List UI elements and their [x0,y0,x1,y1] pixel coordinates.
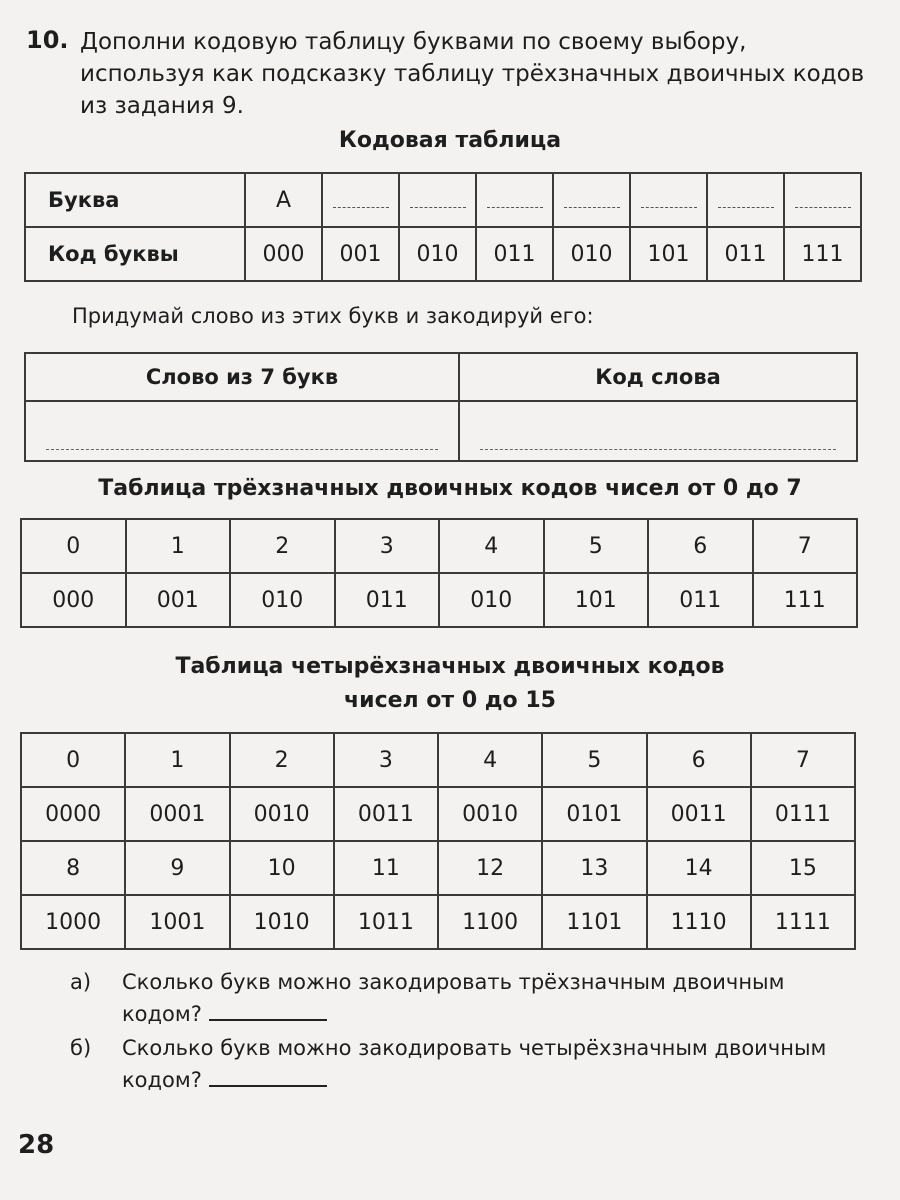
number-cell: 12 [438,841,542,895]
letter-blank-cell[interactable] [553,173,630,227]
code-cell: 001 [322,227,399,281]
number-row [21,519,857,573]
question-b-label: б) [70,1036,92,1060]
task-text: Дополни кодовую таблицу буквами по своему выбору, используя как подсказку таблицу трёхзначных двоичных кодов из задания 9. [80,29,865,119]
code-cell: 0010 [230,787,334,841]
blank-line [333,205,389,208]
three-bit-table [20,518,858,628]
code-column-header: Код слова [459,353,857,401]
blank-line [718,205,774,208]
letter-blank-cell[interactable] [784,173,861,227]
number-cell: 3 [334,733,438,787]
code-cell: 111 [753,573,858,627]
code-cell: 101 [544,573,649,627]
number-cell: 2 [230,519,335,573]
number-cell: 6 [648,519,753,573]
code-cell: 1011 [334,895,438,949]
code-cell: 1000 [21,895,125,949]
number-cell: 4 [438,733,542,787]
number-cell: 11 [334,841,438,895]
code-cell: 0010 [438,787,542,841]
dotted-line [46,449,438,450]
hint-text: Придумай слово из этих букв и закодируй его: [72,304,594,328]
number-cell: 6 [647,733,751,787]
code-cell: 011 [707,227,784,281]
letter-row [25,173,861,227]
code-row-label: Код буквы [25,227,245,281]
blank-line [564,205,620,208]
code-cell: 1001 [125,895,229,949]
number-cell: 5 [542,733,646,787]
question-b [122,1032,862,1096]
code-cell: 010 [399,227,476,281]
letter-blank-cell[interactable] [322,173,399,227]
letter-row-label: Буква [25,173,245,227]
code-row [21,787,855,841]
code-table [24,172,862,282]
code-row [25,227,861,281]
code-row [21,573,857,627]
answer-a-blank[interactable] [209,999,327,1021]
code-cell: 1110 [647,895,751,949]
dotted-line [480,449,836,450]
number-row [21,841,855,895]
code-cell: 011 [335,573,440,627]
code-cell: 011 [476,227,553,281]
question-a-label: а) [70,970,92,994]
code-cell: 000 [21,573,126,627]
number-cell: 7 [753,519,858,573]
code-cell: 1101 [542,895,646,949]
code-cell: 010 [553,227,630,281]
four-bit-table [20,732,856,950]
number-cell: 0 [21,519,126,573]
number-row [21,733,855,787]
code-cell: 0001 [125,787,229,841]
code-cell: 111 [784,227,861,281]
number-cell: 1 [125,733,229,787]
number-cell: 8 [21,841,125,895]
number-cell: 0 [21,733,125,787]
number-cell: 14 [647,841,751,895]
blank-line [410,205,466,208]
number-cell: 5 [544,519,649,573]
number-cell: 2 [230,733,334,787]
letter-cell: А [245,173,322,227]
table4-title-line2: чисел от 0 до 15 [344,688,556,713]
number-cell: 3 [335,519,440,573]
question-a [122,966,862,1030]
code-cell: 1111 [751,895,855,949]
code-answer-cell[interactable] [459,401,857,461]
number-cell: 9 [125,841,229,895]
number-cell: 7 [751,733,855,787]
number-cell: 15 [751,841,855,895]
code-cell: 1010 [230,895,334,949]
code-cell: 0111 [751,787,855,841]
code-cell: 0011 [647,787,751,841]
letter-blank-cell[interactable] [476,173,553,227]
number-cell: 1 [126,519,231,573]
question-a-text: Сколько букв можно закодировать трёхзначным двоичным кодом? [122,970,785,1026]
letter-blank-cell[interactable] [707,173,784,227]
letter-blank-cell[interactable] [399,173,476,227]
page-number: 28 [18,1130,55,1160]
code-cell: 010 [439,573,544,627]
answer-b-blank[interactable] [209,1065,327,1087]
code-cell: 000 [245,227,322,281]
word-answer-cell[interactable] [25,401,459,461]
code-row [21,895,855,949]
question-b-text: Сколько букв можно закодировать четырёхзначным двоичным кодом? [122,1036,827,1092]
number-cell: 10 [230,841,334,895]
word-table [24,352,858,462]
code-cell: 1100 [438,895,542,949]
blank-line [487,205,543,208]
code-cell: 011 [648,573,753,627]
code-cell: 0101 [542,787,646,841]
letter-blank-cell[interactable] [630,173,707,227]
word-column-header: Слово из 7 букв [25,353,459,401]
blank-line [795,205,851,208]
code-table-title: Кодовая таблица [338,128,562,153]
number-cell: 4 [439,519,544,573]
code-cell: 0000 [21,787,125,841]
code-cell: 101 [630,227,707,281]
blank-line [641,205,697,208]
code-cell: 010 [230,573,335,627]
number-cell: 13 [542,841,646,895]
table4-title-line1: Таблица четырёхзначных двоичных кодов [175,654,725,679]
code-cell: 001 [126,573,231,627]
code-cell: 0011 [334,787,438,841]
task-number: 10. [26,26,69,54]
table3-title: Таблица трёхзначных двоичных кодов чисел от 0 до 7 [98,476,802,501]
